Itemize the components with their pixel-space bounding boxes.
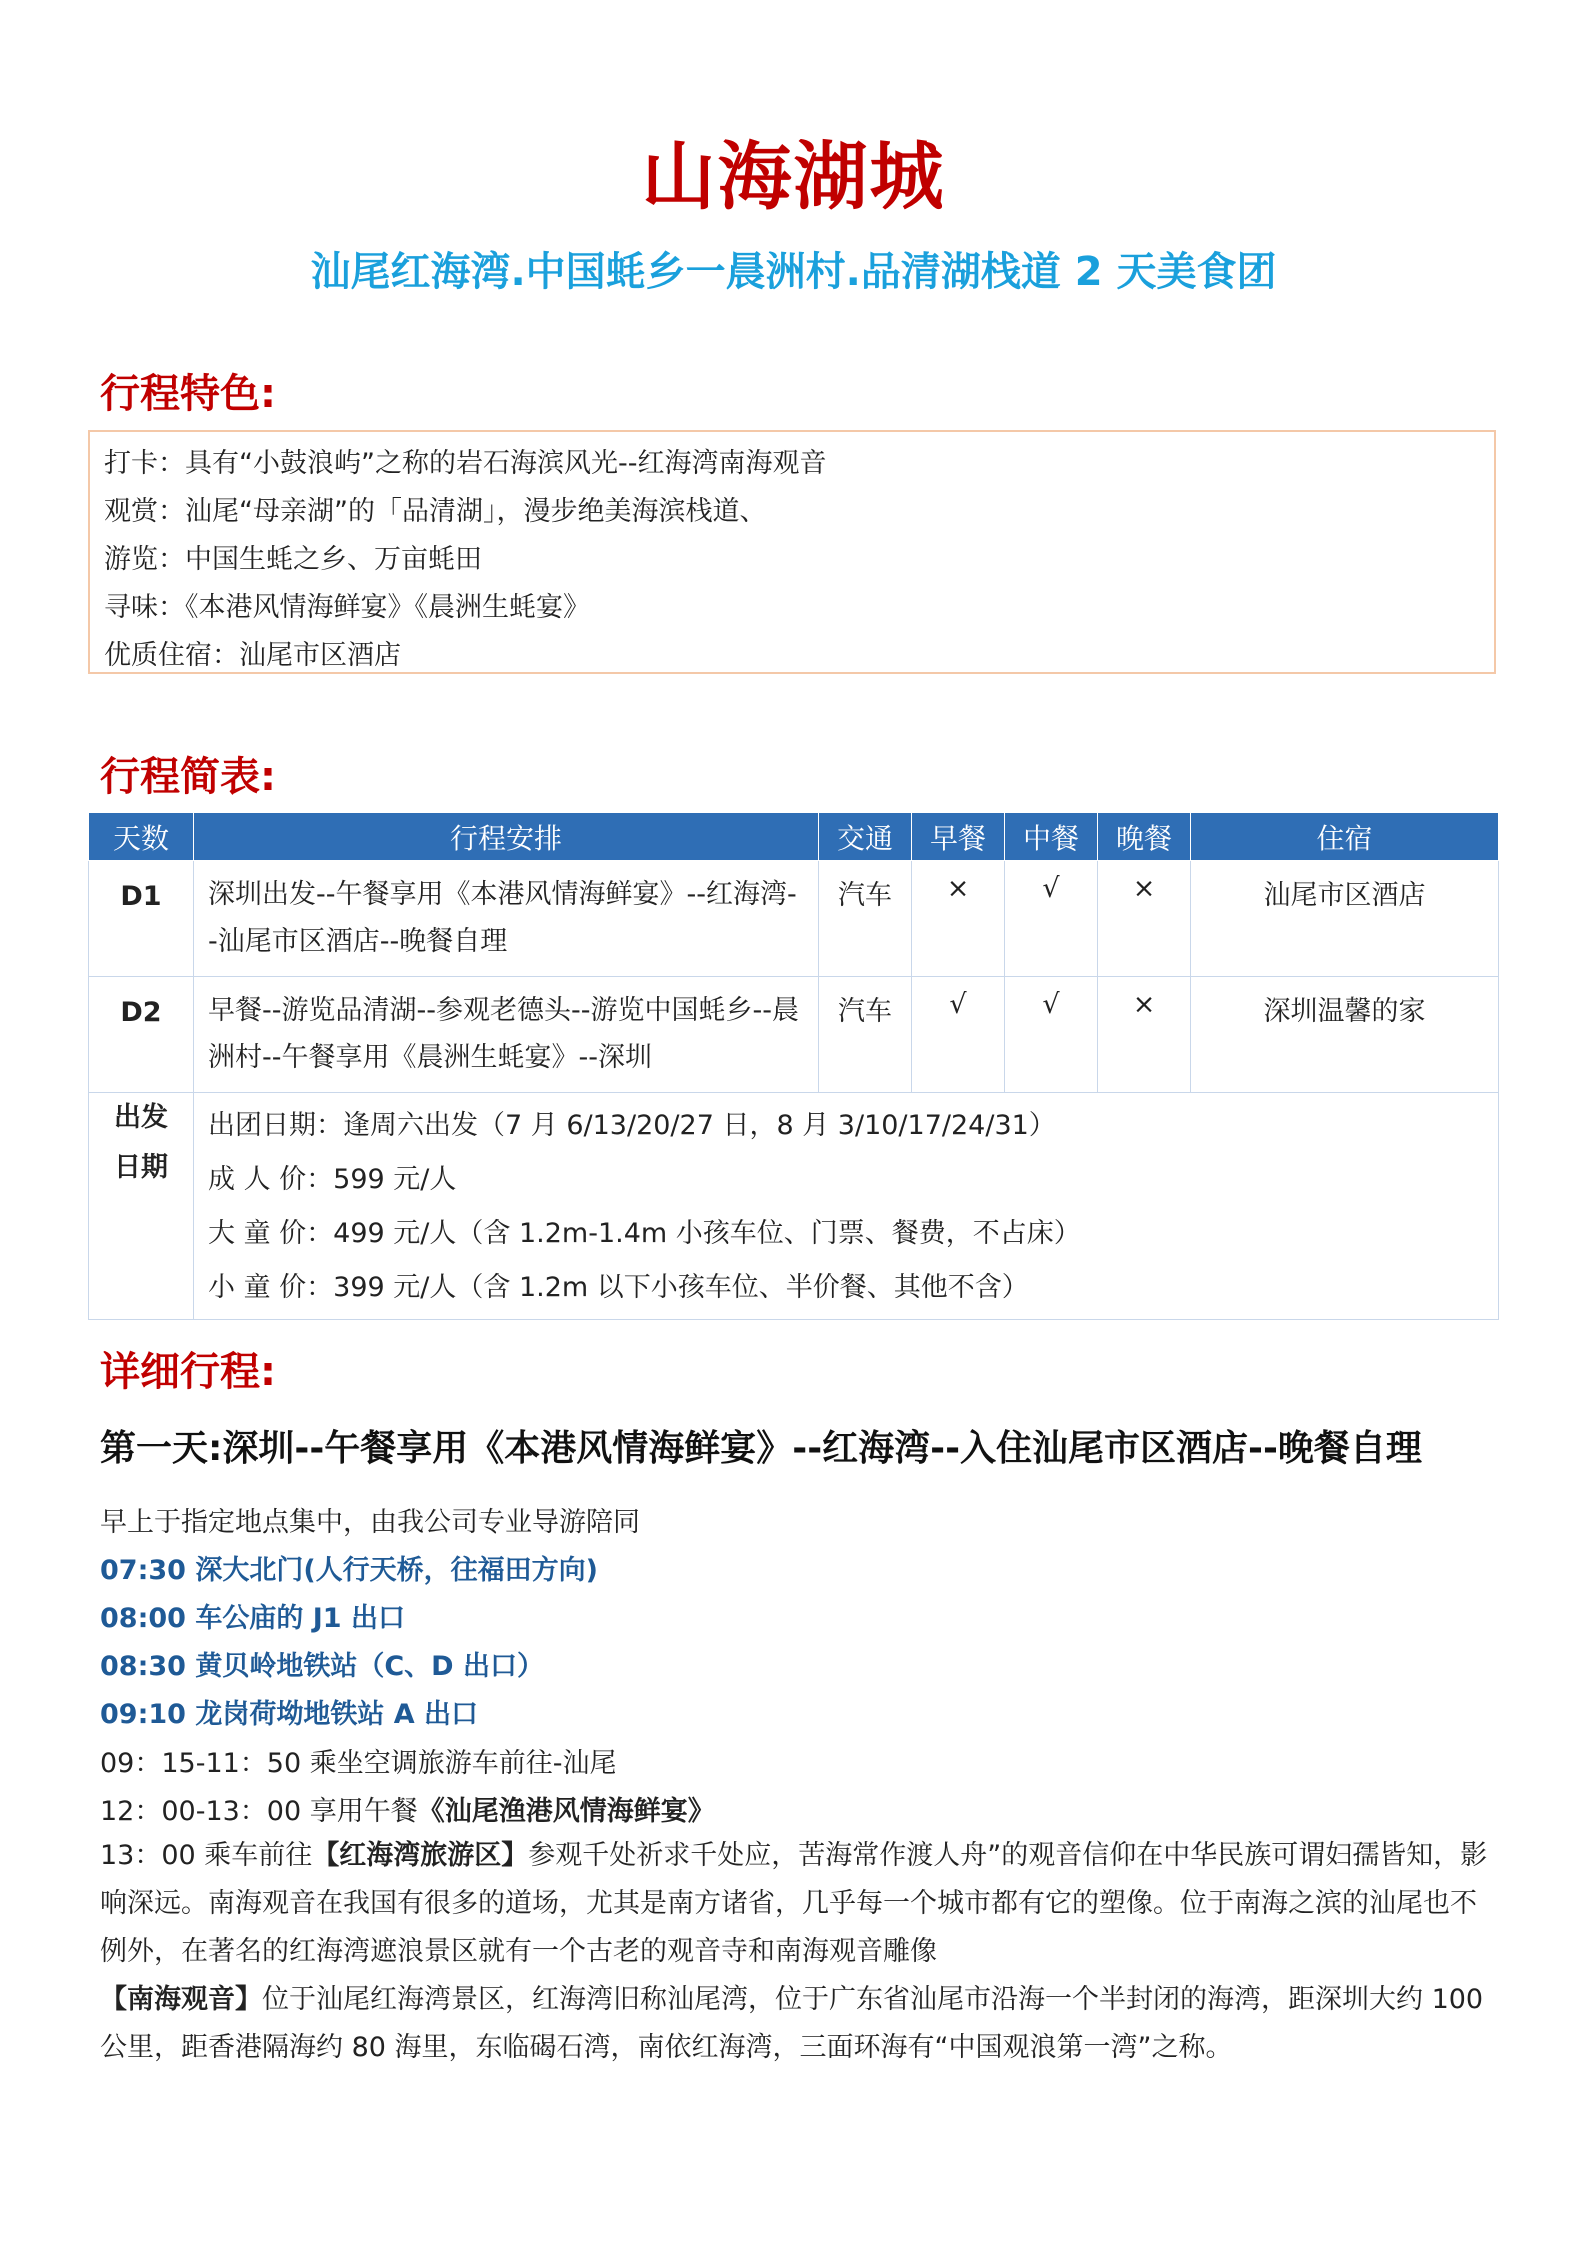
lunch-prefix: 12：00-13：00 享用午餐 [100, 1796, 418, 1827]
pickup-point: 08:00 车公庙的 J1 出口 [100, 1603, 405, 1634]
header-breakfast: 早餐 [912, 813, 1005, 861]
cell-transport: 汽车 [819, 977, 912, 1093]
bus-text: 09：15-11：50 乘坐空调旅游车前往-汕尾 [100, 1748, 617, 1779]
cell-day: D2 [89, 977, 194, 1093]
departure-dates: 出团日期：逢周六出发（7 月 6/13/20/27 日，8 月 3/10/17/24/31） [208, 1110, 1056, 1141]
page-title: 山海湖城 [641, 134, 946, 220]
guanyin-paragraph [100, 1976, 1500, 2072]
adult-price: 成 人 价：599 元/人 [208, 1164, 457, 1195]
p1-rest: 参观千处祈求千处应，苦海常作渡人舟”的观音信仰在中华民族可谓妇孺皆知，影响深远。南海观音在我国有很多的道场，尤其是南方诸省，几乎每一个城市都有它的塑像。位于南海之滨的汕尾也不例外，在著名的红海湾遮浪景区就有一个古老的观音寺和南海观音雕像 [100, 1840, 1488, 1967]
schedule-table [88, 812, 1499, 1320]
table-row [89, 861, 1499, 977]
p2-bold: 【南海观音】 [100, 1984, 262, 2015]
cell-lunch: √ [1005, 977, 1098, 1093]
lunch-line [100, 1789, 715, 1828]
cell-dinner: × [1098, 861, 1191, 977]
cell-day: D1 [89, 861, 194, 977]
cell-transport: 汽车 [819, 861, 912, 977]
feature-line: 游览：中国生蚝之乡、万亩蚝田 [104, 544, 482, 575]
header-lunch: 中餐 [1005, 813, 1098, 861]
departure-label [89, 1093, 194, 1320]
cell-plan: 早餐--游览品清湖--参观老德头--游览中国蚝乡--晨洲村--午餐享用《晨洲生蚝宴》--深圳 [194, 977, 819, 1093]
young-child-price: 小 童 价：399 元/人（含 1.2m 以下小孩车位、半价餐、其他不含） [208, 1272, 1029, 1303]
schedule-heading: 行程简表: [100, 754, 276, 800]
cell-lunch: √ [1005, 861, 1098, 977]
hongyanwan-paragraph [100, 1832, 1500, 1976]
intro-text: 早上于指定地点集中，由我公司专业导游陪同 [100, 1507, 640, 1538]
table-header-row [89, 813, 1499, 861]
header-hotel: 住宿 [1191, 813, 1499, 861]
header-dinner: 晚餐 [1098, 813, 1191, 861]
page-subtitle: 汕尾红海湾.中国蚝乡一晨洲村.品清湖栈道 2 天美食团 [310, 249, 1277, 295]
feature-line: 观赏：汕尾“母亲湖”的「品清湖」，漫步绝美海滨栈道、 [104, 496, 767, 527]
header-plan: 行程安排 [194, 813, 819, 861]
departure-row [89, 1093, 1499, 1320]
cell-breakfast: × [912, 861, 1005, 977]
features-box [88, 430, 1496, 674]
departure-label-line: 出发 [114, 1102, 168, 1133]
detail-heading: 详细行程: [100, 1349, 276, 1395]
feature-line: 寻味：《本港风情海鲜宴》《晨洲生蚝宴》 [104, 592, 590, 623]
pickup-point: 09:10 龙岗荷坳地铁站 A 出口 [100, 1699, 479, 1730]
feature-line: 优质住宿：汕尾市区酒店 [104, 640, 401, 671]
table-row [89, 977, 1499, 1093]
p1-bold: 【红海湾旅游区】 [312, 1840, 529, 1871]
cell-hotel: 汕尾市区酒店 [1191, 861, 1499, 977]
features-heading: 行程特色: [100, 371, 276, 417]
departure-info [194, 1093, 1499, 1320]
p1-prefix: 13：00 乘车前往 [100, 1840, 313, 1871]
header-day: 天数 [89, 813, 194, 861]
cell-plan: 深圳出发--午餐享用《本港风情海鲜宴》--红海湾--汕尾市区酒店--晚餐自理 [194, 861, 819, 977]
departure-label-line: 日期 [114, 1152, 168, 1183]
older-child-price: 大 童 价：499 元/人（含 1.2m-1.4m 小孩车位、门票、餐费，不占床） [208, 1218, 1081, 1249]
cell-hotel: 深圳温馨的家 [1191, 977, 1499, 1093]
header-transport: 交通 [819, 813, 912, 861]
feature-line: 打卡：具有“小鼓浪屿”之称的岩石海滨风光--红海湾南海观音 [104, 448, 827, 479]
pickup-point: 08:30 黄贝岭地铁站（C、D 出口） [100, 1651, 544, 1682]
lunch-name: 《汕尾渔港风情海鲜宴》 [417, 1796, 715, 1827]
pickup-point: 07:30 深大北门(人行天桥，往福田方向) [100, 1555, 599, 1586]
cell-breakfast: √ [912, 977, 1005, 1093]
p2-rest: 位于汕尾红海湾景区，红海湾旧称汕尾湾，位于广东省汕尾市沿海一个半封闭的海湾，距深圳大约 100 公里，距香港隔海约 80 海里，东临碣石湾，南依红海湾，三面环海有“中国观浪第一湾”之称。 [100, 1984, 1484, 2063]
cell-dinner: × [1098, 977, 1191, 1093]
day1-title: 第一天:深圳--午餐享用《本港风情海鲜宴》--红海湾--入住汕尾市区酒店--晚餐自理 [100, 1428, 1422, 1469]
